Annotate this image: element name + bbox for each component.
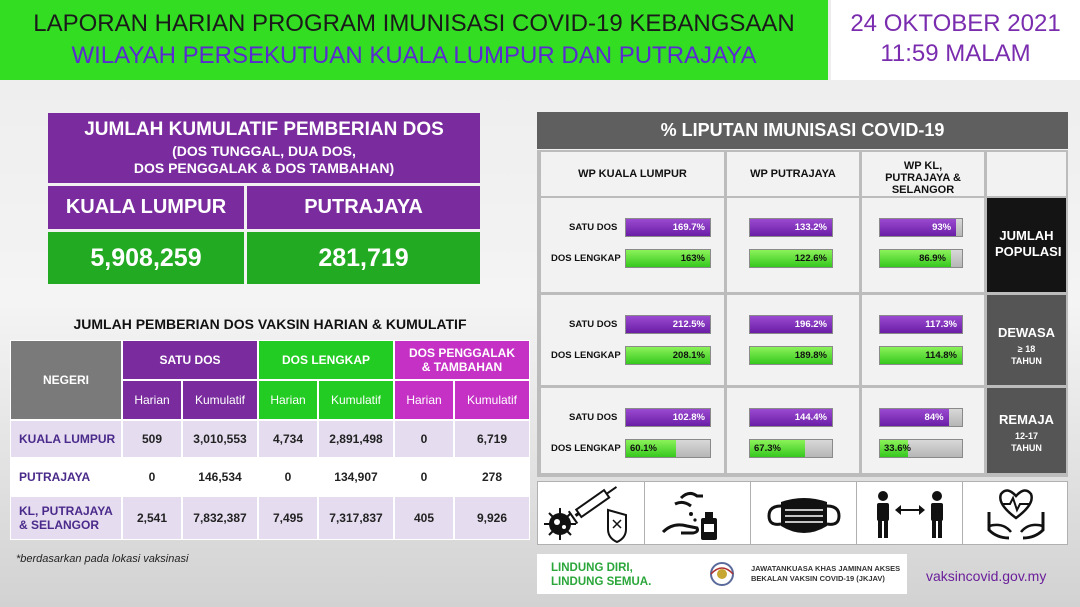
group-header-dos-penggalak: DOS PENGGALAK & TAMBAHAN (394, 340, 530, 380)
table-cell: 7,317,837 (318, 496, 394, 540)
subheader: Harian (122, 380, 182, 420)
table-title: JUMLAH PEMBERIAN DOS VAKSIN HARIAN & KUMULATIF (73, 316, 467, 332)
table-cell: 134,907 (318, 458, 394, 496)
coverage-bar (625, 439, 711, 458)
coverage-cell (862, 295, 984, 385)
coverage-cell (541, 295, 724, 385)
coverage-column-header-cell (862, 152, 984, 196)
table-cell: 0 (394, 458, 454, 496)
coverage-panel (537, 150, 1068, 477)
table-cell: 405 (394, 496, 454, 540)
table-row (10, 458, 530, 496)
footnote: *berdasarkan pada lokasi vaksinasi (16, 553, 189, 565)
slogan-line1: LINDUNG DIRI, (551, 562, 633, 574)
agency-line2: BEKALAN VAKSIN COVID-19 (JKJAV) (751, 574, 885, 583)
coverage-column-header: WP PUTRAJAYA (750, 168, 836, 180)
coverage-group-name: JUMLAH POPULASI (995, 228, 1062, 259)
coverage-group-label (987, 198, 1066, 292)
table-cell: 3,010,553 (182, 420, 258, 458)
group-header-satu-dos: SATU DOS (122, 340, 258, 380)
state-name: KL, PUTRAJAYA & SELANGOR (10, 496, 122, 540)
website-link[interactable]: vaksincovid.gov.my (926, 568, 1047, 584)
table-cell: 7,495 (258, 496, 318, 540)
coverage-percent: 86.9% (919, 253, 946, 264)
coverage-percent: 144.4% (794, 412, 827, 423)
dose-label: DOS LENGKAP (551, 350, 621, 361)
coverage-bar (879, 408, 963, 427)
coverage-cell (727, 388, 859, 473)
dose-label: SATU DOS (569, 412, 618, 423)
coverage-percent: 60.1% (630, 443, 657, 454)
table-row (10, 420, 530, 458)
coverage-corner-cell (987, 152, 1066, 196)
coverage-bar (879, 439, 963, 458)
cumulative-subtitle-line1: (DOS TUNGGAL, DUA DOS, (172, 143, 356, 159)
subheader: Kumulatif (182, 380, 258, 420)
group-header-dos-lengkap: DOS LENGKAP (258, 340, 394, 380)
coverage-cell (862, 198, 984, 292)
icon-strip (537, 481, 1068, 545)
coverage-bar (879, 218, 963, 237)
region-name-putrajaya: PUTRAJAYA (247, 186, 480, 229)
dose-label: DOS LENGKAP (551, 443, 621, 454)
report-subtitle: WILAYAH PERSEKUTUAN KUALA LUMPUR DAN PUTRAJAYA (71, 42, 757, 69)
hand-sanitizer-icon (644, 482, 750, 544)
heart-care-icon (962, 482, 1068, 544)
cumulative-title-box (48, 113, 480, 183)
coverage-bar (879, 249, 963, 268)
coverage-percent: 189.8% (794, 350, 827, 361)
table-cell: 6,719 (454, 420, 530, 458)
negeri-header: NEGERI (10, 340, 122, 420)
coverage-bar (749, 315, 833, 334)
coverage-cell (727, 295, 859, 385)
report-date-box (831, 0, 1080, 80)
coverage-column-header-cell (541, 152, 724, 196)
coverage-percent: 212.5% (672, 319, 705, 330)
coverage-cell (541, 388, 724, 473)
coverage-bar (749, 249, 833, 268)
government-crest-icon (707, 560, 737, 588)
table-cell: 0 (122, 458, 182, 496)
coverage-percent: 93% (932, 222, 952, 233)
coverage-cell (541, 198, 724, 292)
dose-label: SATU DOS (569, 222, 618, 233)
cumulative-title: JUMLAH KUMULATIF PEMBERIAN DOS (84, 119, 444, 140)
state-name: PUTRAJAYA (10, 458, 122, 496)
agency-line1: JAWATANKUASA KHAS JAMINAN AKSES (751, 564, 901, 573)
state-name: KUALA LUMPUR (10, 420, 122, 458)
coverage-group-name: REMAJA (999, 412, 1054, 427)
report-date: 24 OKTOBER 2021 (850, 10, 1061, 37)
coverage-column-header: WP KL, PUTRAJAYA & SELANGOR (885, 160, 961, 196)
cumulative-subtitle-line2: DOS PENGGALAK & DOS TAMBAHAN) (133, 160, 395, 176)
table-cell: 7,832,387 (182, 496, 258, 540)
coverage-percent: 33.6% (884, 443, 911, 454)
coverage-bar (749, 408, 833, 427)
social-distancing-icon (856, 482, 962, 544)
coverage-percent: 117.3% (925, 319, 957, 330)
vaccination-table (10, 340, 530, 540)
table-cell: 2,891,498 (318, 420, 394, 458)
coverage-group-label (987, 295, 1066, 385)
footer-banner (537, 554, 907, 594)
slogan-line2: LINDUNG SEMUA. (551, 576, 652, 588)
dose-label: DOS LENGKAP (551, 253, 621, 264)
coverage-bar (879, 346, 963, 365)
coverage-percent: 169.7% (672, 222, 705, 233)
coverage-percent: 163% (680, 253, 705, 264)
coverage-percent: 133.2% (794, 222, 827, 233)
table-cell: 0 (258, 458, 318, 496)
agency-name (751, 564, 900, 584)
virus-syringe-icon (538, 482, 644, 544)
coverage-bar (625, 408, 711, 427)
dose-label: SATU DOS (569, 319, 618, 330)
coverage-bar (625, 315, 711, 334)
coverage-percent: 67.3% (754, 443, 781, 454)
coverage-percent: 122.6% (794, 253, 827, 264)
cumulative-subtitle (48, 143, 480, 177)
region-value-putrajaya: 281,719 (247, 232, 480, 284)
slogan (551, 561, 651, 589)
coverage-bar (625, 346, 711, 365)
table-row (10, 496, 530, 540)
coverage-percent: 84% (924, 412, 944, 423)
coverage-percent: 208.1% (672, 350, 705, 361)
table-cell: 4,734 (258, 420, 318, 458)
report-time: 11:59 MALAM (880, 40, 1031, 67)
coverage-bar (749, 439, 833, 458)
coverage-cell (862, 388, 984, 473)
coverage-bar (625, 249, 711, 268)
coverage-group-sub: ≥ 18 TAHUN (1011, 344, 1042, 366)
table-cell: 278 (454, 458, 530, 496)
coverage-bar (625, 218, 711, 237)
report-title: LAPORAN HARIAN PROGRAM IMUNISASI COVID-19 KEBANGSAAN (33, 10, 795, 37)
header-banner (0, 0, 828, 80)
coverage-percent: 196.2% (794, 319, 827, 330)
coverage-bar (749, 218, 833, 237)
table-cell: 9,926 (454, 496, 530, 540)
coverage-bar (749, 346, 833, 365)
coverage-column-header-cell (727, 152, 859, 196)
face-mask-icon (750, 482, 856, 544)
region-name-kl: KUALA LUMPUR (48, 186, 244, 229)
coverage-percent: 102.8% (672, 412, 705, 423)
subheader: Kumulatif (454, 380, 530, 420)
coverage-bar (879, 315, 963, 334)
table-cell: 0 (394, 420, 454, 458)
coverage-group-sub: 12-17 TAHUN (1011, 431, 1042, 453)
coverage-group-name: DEWASA (997, 325, 1056, 340)
coverage-cell (727, 198, 859, 292)
coverage-group-label (987, 388, 1066, 473)
table-cell: 146,534 (182, 458, 258, 496)
subheader: Harian (258, 380, 318, 420)
subheader: Kumulatif (318, 380, 394, 420)
coverage-title: % LIPUTAN IMUNISASI COVID-19 (537, 112, 1068, 149)
table-cell: 2,541 (122, 496, 182, 540)
subheader: Harian (394, 380, 454, 420)
table-cell: 509 (122, 420, 182, 458)
region-value-kl: 5,908,259 (48, 232, 244, 284)
coverage-percent: 114.8% (925, 350, 957, 361)
coverage-column-header: WP KUALA LUMPUR (578, 168, 687, 180)
